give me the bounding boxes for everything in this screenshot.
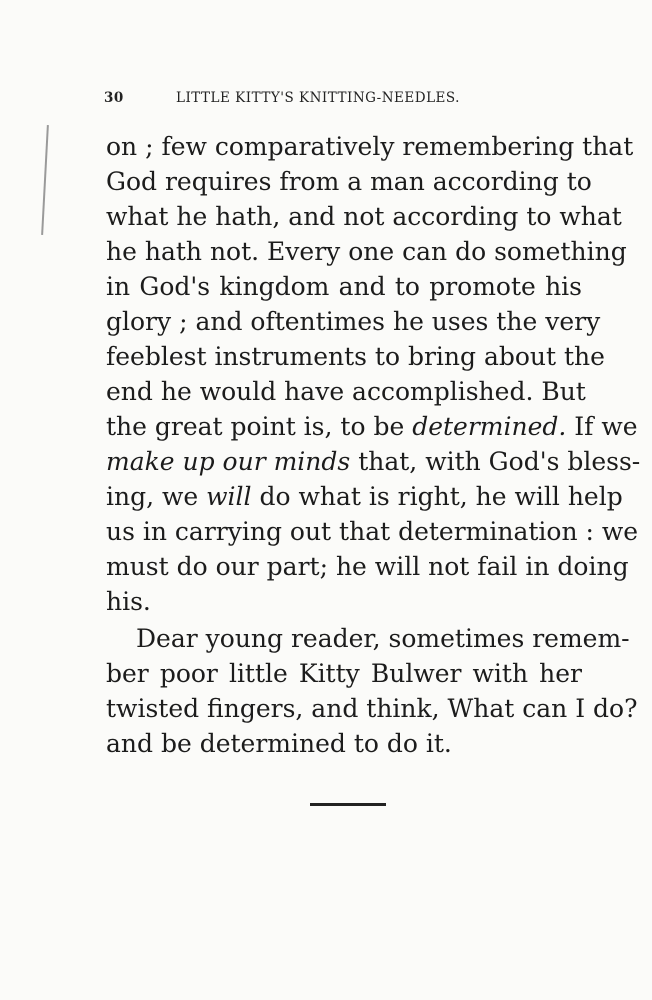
italic-run: determined.	[412, 412, 567, 441]
text-line	[106, 410, 638, 444]
page-number: 30	[104, 90, 124, 106]
text-line: end he would have accomplished. But	[106, 377, 586, 406]
text-line: in God's kingdom and to promote his	[106, 272, 582, 301]
text-line: feeblest instruments to bring about the	[106, 342, 605, 371]
text-line: twisted fingers, and think, What can I do?	[106, 694, 638, 723]
running-head: LITTLE KITTY'S KNITTING-NEEDLES.	[176, 90, 460, 106]
margin-pencil-mark	[41, 125, 49, 235]
text-line: he hath not. Every one can do something	[106, 237, 627, 266]
text-line: God requires from a man according to	[106, 167, 592, 196]
text-line: us in carrying out that determination : we	[106, 517, 639, 546]
end-rule	[310, 803, 386, 806]
text-line: his.	[106, 587, 151, 616]
text-line: glory ; and oftentimes he uses the very	[106, 307, 601, 336]
text-line: ber poor little Kitty Bulwer with her	[106, 659, 582, 688]
text-run: If we	[566, 412, 638, 441]
text-line: and be determined to do it.	[106, 729, 452, 758]
text-line: on ; few comparatively remembering that	[106, 132, 634, 161]
text-run: ing, we	[106, 482, 207, 511]
text-run: do what is right, he will help	[251, 482, 623, 511]
text-run: that, with God's bless-	[350, 447, 641, 476]
text-run: the great point is, to be	[106, 412, 413, 441]
text-line: Dear young reader, sometimes remem-	[136, 624, 630, 653]
italic-run: will	[206, 482, 252, 511]
text-line	[106, 480, 623, 514]
text-line	[106, 445, 641, 479]
italic-run: make up our minds	[106, 447, 351, 476]
text-line: must do our part; he will not fail in doing	[106, 552, 629, 581]
text-line: what he hath, and not according to what	[106, 202, 622, 231]
